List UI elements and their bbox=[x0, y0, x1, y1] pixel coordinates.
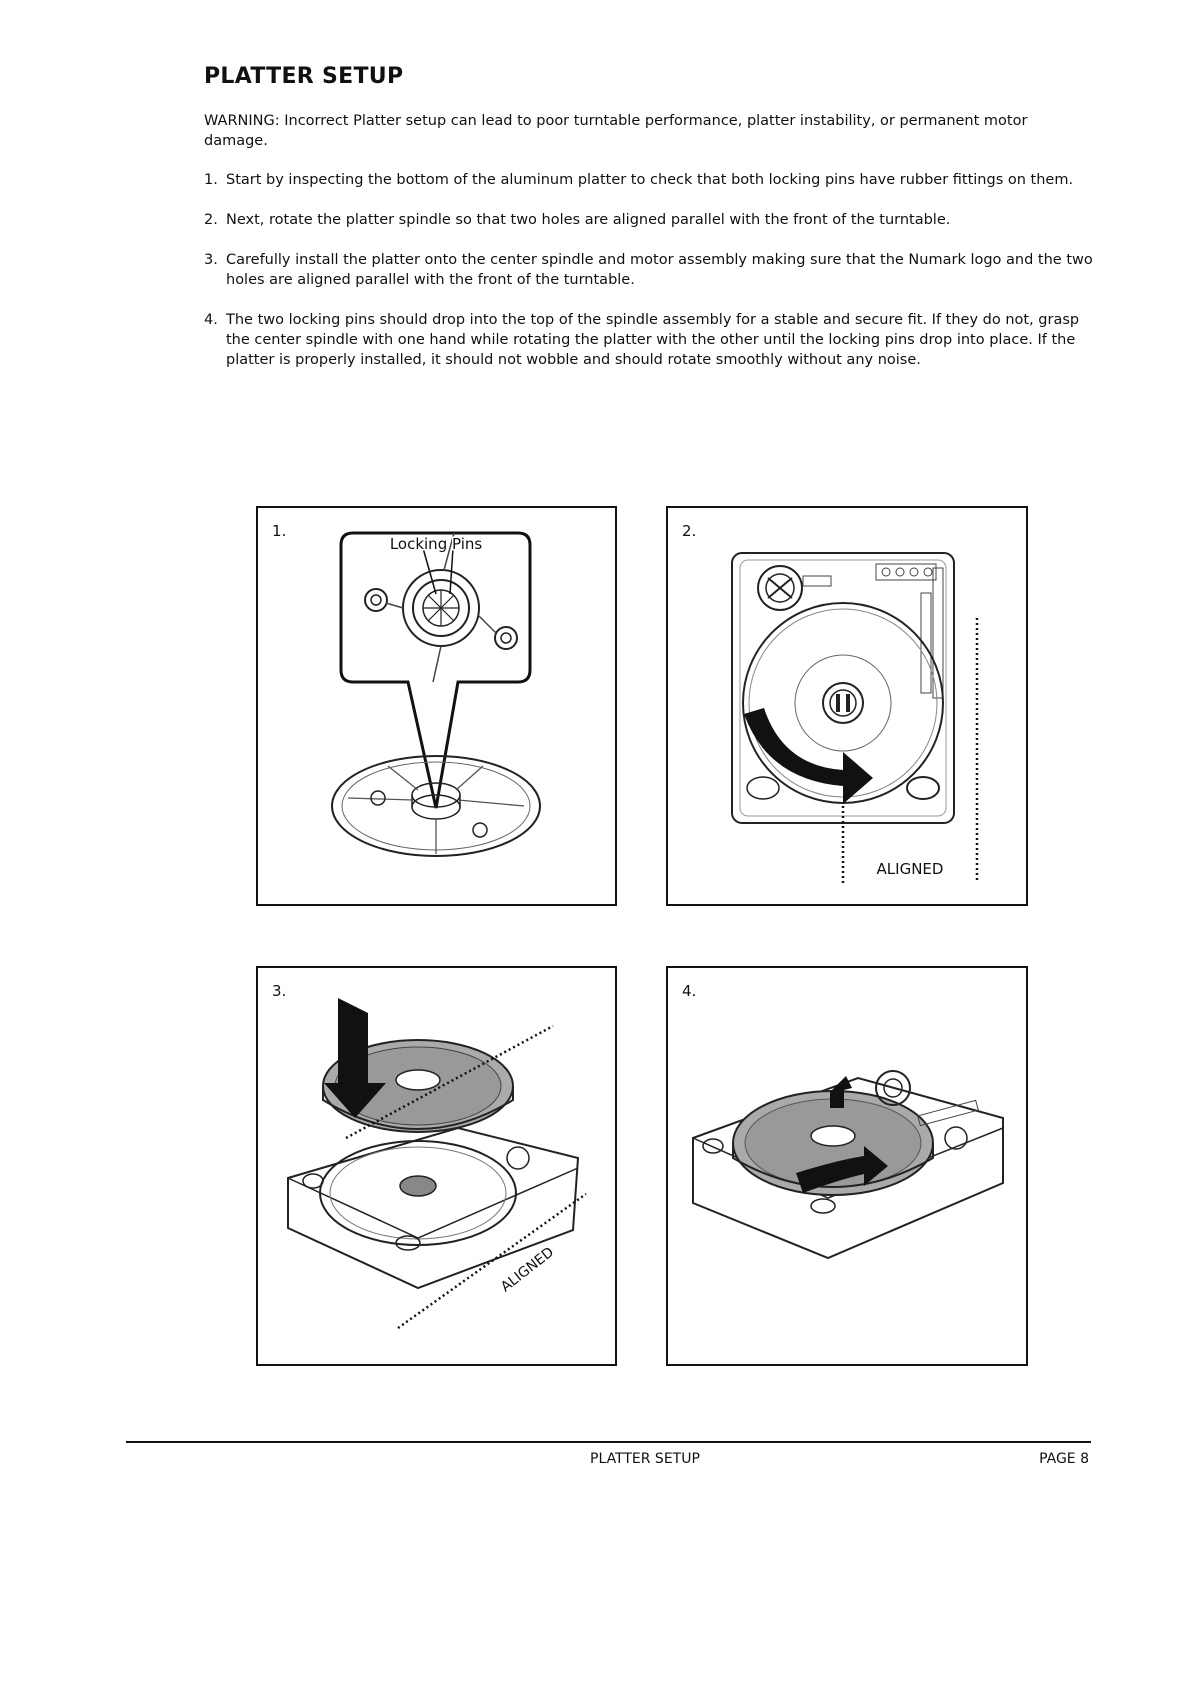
figure-2 bbox=[666, 506, 1028, 906]
platter-rotate-illustration bbox=[668, 968, 1025, 1363]
figure-1 bbox=[256, 506, 617, 906]
step-text: Start by inspecting the bottom of the aluminum platter to check that both locking pins have rubber fittings on them. bbox=[226, 172, 1074, 188]
step-text: Next, rotate the platter spindle so that two holes are aligned parallel with the front of the turntable. bbox=[226, 212, 951, 228]
figure-number: 1. bbox=[272, 522, 287, 540]
aligned-diagonal-label: ALIGNED bbox=[498, 1244, 558, 1296]
footer-page-number: PAGE 8 bbox=[1039, 1451, 1089, 1467]
page-title: PLATTER SETUP bbox=[204, 64, 404, 89]
footer-divider bbox=[126, 1441, 1091, 1443]
step-text: The two locking pins should drop into the top of the spindle assembly for a stable and secure fit. If they do not, grasp the center spindle with one hand while rotating the platter with the other until the locking pins drop into place. If the platter is properly installed, it should not wobble and should rotate smoothly without any noise. bbox=[226, 312, 1080, 368]
step-number: 2. bbox=[204, 212, 218, 228]
figure-3 bbox=[256, 966, 617, 1366]
aligned-label: ALIGNED bbox=[876, 860, 944, 878]
figure-number: 4. bbox=[682, 982, 697, 1000]
turntable-top-illustration bbox=[668, 508, 1025, 903]
step-item bbox=[204, 210, 1094, 230]
figure-4 bbox=[666, 966, 1028, 1366]
step-number: 3. bbox=[204, 252, 218, 268]
platter-install-illustration bbox=[258, 968, 614, 1363]
warning-text: WARNING: Incorrect Platter setup can lead to poor turntable performance, platter instability, or permanent motor damage. bbox=[204, 113, 1028, 149]
step-number: 4. bbox=[204, 312, 218, 328]
step-item bbox=[204, 250, 1094, 290]
instruction-steps bbox=[204, 170, 1094, 390]
figure-number: 3. bbox=[272, 982, 287, 1000]
figure-number: 2. bbox=[682, 522, 697, 540]
step-number: 1. bbox=[204, 172, 218, 188]
locking-pins-label: Locking Pins bbox=[389, 535, 483, 553]
step-text: Carefully install the platter onto the center spindle and motor assembly making sure that the Numark logo and the two holes are aligned parallel with the front of the turntable. bbox=[226, 252, 1093, 288]
footer-section: PLATTER SETUP bbox=[590, 1451, 700, 1467]
step-item bbox=[204, 310, 1094, 370]
platter-bottom-illustration bbox=[258, 508, 614, 903]
step-item bbox=[204, 170, 1094, 190]
